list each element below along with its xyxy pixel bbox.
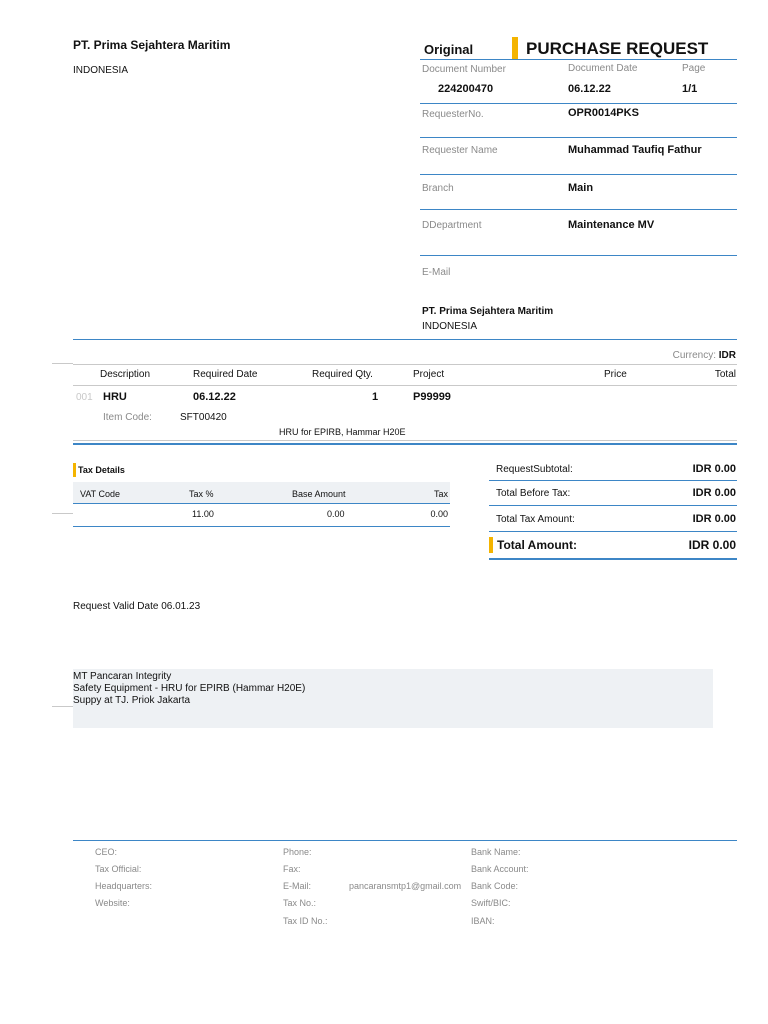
remarks-line-3: Suppy at TJ. Priok Jakarta [73,695,191,706]
page-number: 1/1 [682,83,698,95]
branch: Main [568,182,594,194]
divider [489,480,737,481]
footer-phone: Phone: [283,847,312,857]
item-code-label: Item Code: [103,412,152,423]
department: Maintenance MV [568,219,655,231]
divider [73,526,450,527]
remarks-line-2: Safety Equipment - HRU for EPIRB (Hammar H20E) [73,683,306,694]
footer-headquarters: Headquarters: [95,881,153,891]
item-detail: HRU for EPIRB, Hammar H20E [279,427,406,437]
total-amount-label: Total Amount: [497,538,577,552]
tax-header-row [73,482,450,503]
currency-label: Currency: [672,350,716,361]
col-required-date: Required Date [193,369,258,380]
tax-row-tax-pct: 11.00 [192,509,214,519]
footer-fax: Fax: [283,864,301,874]
divider [73,339,737,340]
remarks-box [73,669,713,728]
table-header-top-line [73,364,737,365]
tax-details-title: Tax Details [78,465,125,475]
col-required-qty: Required Qty. [312,369,373,380]
tax-col-vat-code: VAT Code [80,489,121,499]
company-name: PT. Prima Sejahtera Maritim [73,38,231,52]
footer-tax-id-no: Tax ID No.: [283,916,328,926]
col-total: Total [714,369,736,380]
requester-no-label: RequesterNo. [422,109,484,120]
company-country: INDONESIA [73,65,129,76]
remarks-line-1: MT Pancaran Integrity [73,671,172,682]
col-description: Description [100,369,151,380]
total-amount-value: IDR 0.00 [688,538,736,552]
footer-bank-code: Bank Code: [471,881,519,891]
divider [420,174,737,175]
footer-website: Website: [95,898,130,908]
valid-date: Request Valid Date 06.01.23 [73,601,201,612]
footer-email-label: E-Mail: [283,881,312,891]
footer-bank-account: Bank Account: [471,864,529,874]
tax-col-base-amount: Base Amount [292,489,346,499]
divider [420,59,737,60]
currency [673,350,736,361]
item-code: SFT00420 [180,412,227,423]
subtotal-value: IDR 0.00 [692,463,736,475]
divider [420,137,737,138]
tax-row-base-amount: 0.00 [327,509,345,519]
footer-divider [73,840,737,841]
page-label: Page [682,63,706,74]
doc-number-label: Document Number [422,64,506,75]
footer-ceo: CEO: [95,847,118,857]
tax-row-tax: 0.00 [430,509,448,519]
doc-date-label: Document Date [568,63,638,74]
fold-mark [52,706,73,707]
total-accent-bar [489,537,493,553]
currency-value: IDR [718,350,736,361]
footer-iban: IBAN: [471,916,495,926]
tax-col-tax: Tax [433,489,448,499]
before-tax-value: IDR 0.00 [692,487,736,499]
department-label: DDepartment [422,220,482,231]
ship-to-country: INDONESIA [422,321,478,332]
divider [73,443,737,445]
divider [420,103,737,104]
fold-mark [52,513,73,514]
footer-tax-official: Tax Official: [95,864,142,874]
requester-no: OPR0014PKS [568,107,639,119]
page-title: PURCHASE REQUEST [526,39,709,58]
requester-name-label: Requester Name [422,145,498,156]
divider [420,209,737,210]
row-divider [73,440,737,441]
line-number: 001 [76,392,93,403]
ship-to-name: PT. Prima Sejahtera Maritim [422,306,554,317]
copy-label: Original [424,42,474,57]
tax-amount-value: IDR 0.00 [692,513,736,525]
divider [73,503,450,504]
title-accent-bar [512,37,518,59]
tax-accent-bar [73,463,76,477]
item-project: P99999 [413,391,451,403]
footer-email[interactable]: pancaransmtp1@gmail.com [349,881,462,891]
item-required-date: 06.12.22 [193,391,236,403]
email-label: E-Mail [422,267,451,278]
col-project: Project [413,369,445,380]
divider [489,531,737,532]
branch-label: Branch [422,183,454,194]
doc-date: 06.12.22 [568,83,611,95]
item-description: HRU [103,391,127,403]
fold-mark [52,363,73,364]
item-qty: 1 [372,391,379,403]
footer-tax-no: Tax No.: [283,898,317,908]
table-header-bottom-line [73,385,737,386]
doc-number: 224200470 [438,83,494,95]
divider [489,505,737,506]
footer-swift: Swift/BIC: [471,898,511,908]
requester-name: Muhammad Taufiq Fathur [568,144,702,156]
divider [489,558,737,560]
footer-bank-name: Bank Name: [471,847,521,857]
divider [420,255,737,256]
tax-amount-label: Total Tax Amount: [496,514,575,525]
col-price: Price [604,369,627,380]
tax-col-tax-pct: Tax % [189,489,214,499]
subtotal-label: RequestSubtotal: [496,464,573,475]
before-tax-label: Total Before Tax: [496,488,571,499]
